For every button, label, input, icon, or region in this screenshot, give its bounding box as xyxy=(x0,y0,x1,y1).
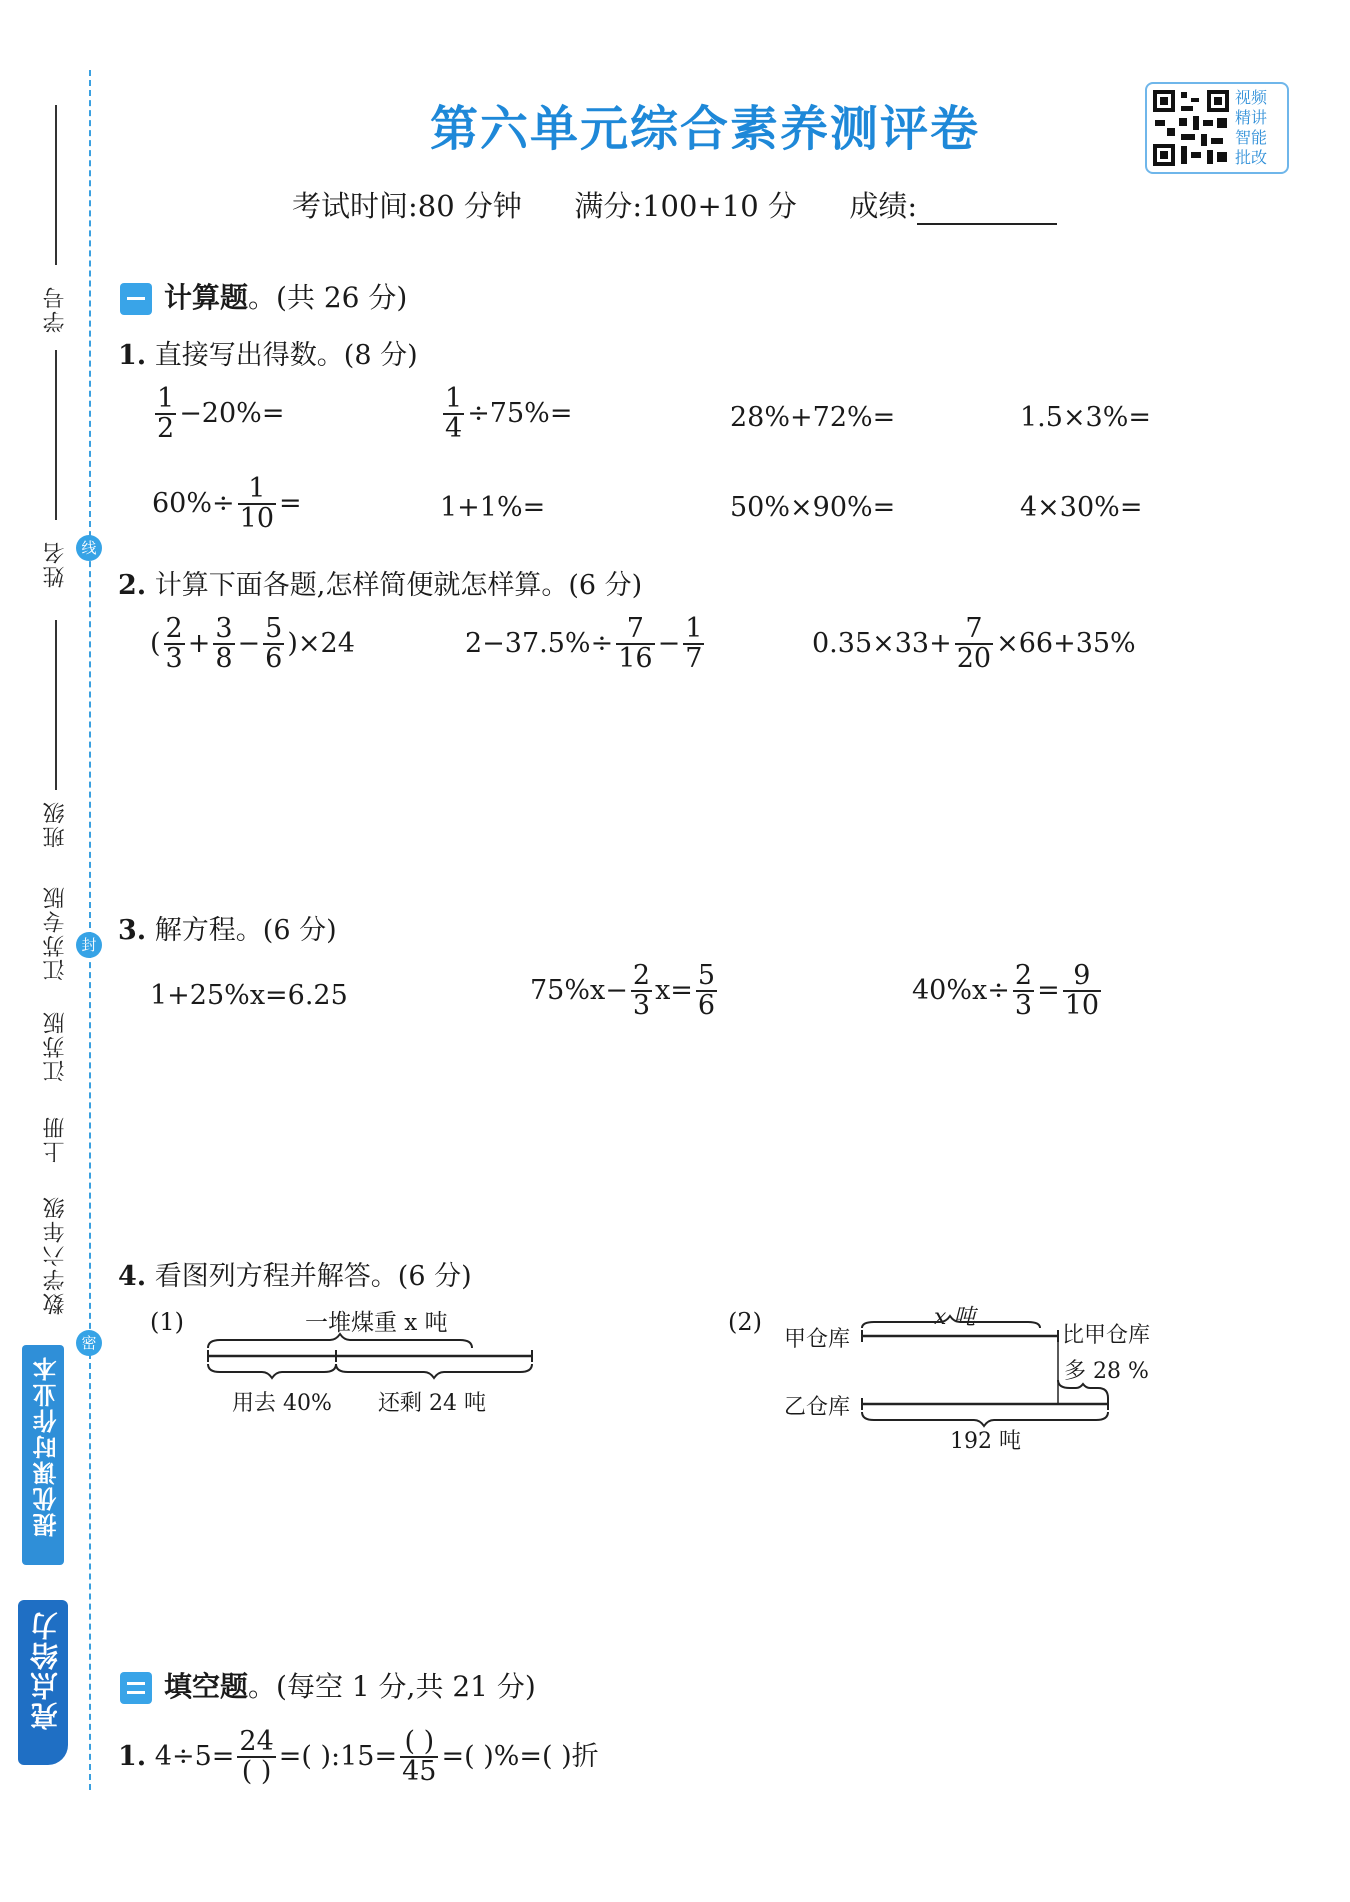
figure-2-x-label: x 吨 xyxy=(934,1305,976,1330)
numerator: 2 xyxy=(165,613,183,644)
q1-2-expr-3 xyxy=(812,615,1136,674)
section2-note: 。(每空 1 分,共 21 分) xyxy=(248,1670,536,1703)
q1-1-item-a xyxy=(152,385,284,444)
class-label: 班级 xyxy=(43,800,68,848)
ratio-blank[interactable]: =( ):15= xyxy=(278,1740,398,1772)
expr-text: 4÷5= xyxy=(154,1740,235,1772)
expr-text: = xyxy=(1037,974,1060,1006)
q1-1-number: 1. xyxy=(118,340,147,371)
numerator: 7 xyxy=(616,615,654,645)
denominator: 10 xyxy=(1064,990,1100,1022)
figure-2-a-label: 甲仓库 xyxy=(784,1327,851,1352)
denominator-blank[interactable]: ( ) xyxy=(241,1756,272,1788)
expr-text: )×24 xyxy=(287,627,355,659)
q1-3-eq-2 xyxy=(530,962,720,1021)
figure-1-used-label: 用去 40% xyxy=(232,1391,332,1416)
section1-badge xyxy=(120,283,152,315)
expr-text: ×66+35% xyxy=(996,627,1136,659)
fraction xyxy=(696,962,717,1021)
fraction xyxy=(155,385,176,444)
q1-2-text: 计算下面各题,怎样简便就怎样算。(6 分) xyxy=(154,570,643,601)
fraction xyxy=(443,385,464,444)
qr-label-grading: 批改 xyxy=(1235,148,1268,167)
fraction xyxy=(1013,962,1034,1021)
fraction xyxy=(237,1728,275,1787)
denominator: 7 xyxy=(685,643,703,675)
q1-4-text: 看图列方程并解答。(6 分) xyxy=(154,1261,472,1292)
q1-2-expr-2 xyxy=(465,615,707,674)
q1-1-item-h: 4×30%= xyxy=(1020,492,1143,523)
denominator: 10 xyxy=(239,503,274,535)
fraction xyxy=(263,615,284,674)
figure-1 xyxy=(150,1300,550,1420)
section2-heading xyxy=(120,1665,536,1705)
section2-title: 填空题 xyxy=(164,1670,249,1703)
figure-1-top-label: 一堆煤重 x 吨 xyxy=(305,1310,448,1336)
q1-3-prompt xyxy=(118,908,337,947)
name-label: 姓名 xyxy=(43,540,68,588)
edition-label-2: 江苏版 xyxy=(43,1010,68,1082)
denominator: 20 xyxy=(956,643,992,675)
qr-label-video: 视频 xyxy=(1235,88,1268,107)
numerator: 1 xyxy=(445,383,463,414)
edition-label-1: 江苏专版 xyxy=(43,885,68,981)
q1-2-number: 2. xyxy=(118,570,147,601)
percent-discount-blanks[interactable]: =( )%=( )折 xyxy=(441,1740,599,1772)
expr-text: x= xyxy=(655,974,693,1006)
numerator: 5 xyxy=(697,960,716,991)
exam-full-score: 满分:100+10 分 xyxy=(574,189,797,223)
expr-text: − xyxy=(237,627,261,659)
numerator: 1 xyxy=(157,383,175,414)
qr-box[interactable] xyxy=(1145,82,1289,174)
numerator: 9 xyxy=(1063,962,1101,992)
q1-1-prompt xyxy=(118,333,418,372)
numerator: 2 xyxy=(1014,960,1033,991)
qr-labels xyxy=(1235,88,1283,168)
q1-3-eq-1: 1+25%x=6.25 xyxy=(150,980,348,1011)
denominator: 3 xyxy=(632,990,651,1022)
figure-1-label: (1) xyxy=(150,1308,184,1336)
numerator-blank[interactable]: ( ) xyxy=(400,1728,438,1758)
numerator: 1 xyxy=(238,475,276,505)
exam-info xyxy=(292,184,1057,225)
section1-heading xyxy=(120,276,407,316)
expr-text: + xyxy=(187,627,211,659)
q1-1-text: 直接写出得数。(8 分) xyxy=(154,340,418,371)
q1-3-text: 解方程。(6 分) xyxy=(154,915,337,946)
denominator: 2 xyxy=(157,413,175,445)
q1-2-expr-1 xyxy=(150,615,355,674)
section1-note: 。(共 26 分) xyxy=(248,281,408,314)
figure-1-remain-label: 还剩 24 吨 xyxy=(378,1391,486,1416)
figure-2-b-label: 乙仓库 xyxy=(784,1395,851,1420)
seal-feng: 封 xyxy=(76,932,102,958)
series-band xyxy=(22,1345,64,1565)
fraction xyxy=(955,615,993,674)
fraction xyxy=(1063,962,1101,1021)
fraction xyxy=(213,615,234,674)
denominator: 3 xyxy=(165,643,183,675)
name-line[interactable] xyxy=(55,350,57,520)
numerator: 1 xyxy=(685,613,703,644)
denominator: 4 xyxy=(445,413,463,445)
exam-grade-label: 成绩: xyxy=(849,189,918,223)
subject-label: 数学六年级 xyxy=(43,1195,68,1315)
fraction xyxy=(400,1728,438,1787)
qr-label-smart: 智能 xyxy=(1235,128,1268,147)
brand-logo xyxy=(18,1600,68,1765)
class-line[interactable] xyxy=(55,620,57,790)
expr-text: = xyxy=(279,487,302,519)
figure-2-label: (2) xyxy=(728,1308,762,1336)
numerator: 5 xyxy=(265,613,283,644)
numerator: 7 xyxy=(955,615,993,645)
q1-4-prompt xyxy=(118,1254,472,1293)
q1-2-prompt xyxy=(118,563,642,602)
fraction xyxy=(683,615,704,674)
expr-text: 0.35×33+ xyxy=(812,627,952,659)
expr-text: ÷75%= xyxy=(467,397,573,429)
q2-1 xyxy=(118,1728,599,1787)
section2-badge xyxy=(120,1672,152,1704)
figure-2-compare-1: 比甲仓库 xyxy=(1062,1323,1151,1348)
denominator: 8 xyxy=(215,643,233,675)
expr-text: 2−37.5%÷ xyxy=(465,627,614,659)
seal-mi: 密 xyxy=(76,1330,102,1356)
q1-3-eq-3 xyxy=(912,962,1104,1021)
qr-code-icon xyxy=(1151,88,1231,168)
q1-1-item-e xyxy=(152,475,302,534)
numerator: 2 xyxy=(632,960,651,991)
numerator: 3 xyxy=(215,613,233,644)
fraction xyxy=(631,962,652,1021)
expr-text: 60%÷ xyxy=(152,487,235,519)
expr-text: −20%= xyxy=(179,397,285,429)
q1-1-item-b xyxy=(440,385,572,444)
q1-1-item-f: 1+1%= xyxy=(440,492,546,523)
expr-text: 75%x− xyxy=(530,974,628,1006)
expr-text: 40%x÷ xyxy=(912,974,1010,1006)
fraction xyxy=(238,475,276,534)
figure-1-segment xyxy=(150,1330,550,1385)
expr-text: ( xyxy=(150,627,161,659)
binding-dashed-line xyxy=(89,70,91,1790)
fraction xyxy=(164,615,185,674)
denominator: 45 xyxy=(402,1756,437,1788)
fraction xyxy=(616,615,654,674)
exam-time: 考试时间:80 分钟 xyxy=(292,189,522,223)
page-title: 第六单元综合素养测评卷 xyxy=(429,101,980,157)
q2-1-number: 1. xyxy=(118,1740,147,1772)
figure-2 xyxy=(728,1298,1188,1458)
figure-2-compare-2: 多 28 % xyxy=(1064,1359,1149,1384)
figure-2-total-label: 192 吨 xyxy=(950,1429,1021,1454)
q1-1-item-c: 28%+72%= xyxy=(730,402,896,433)
expr-text: − xyxy=(657,627,681,659)
volume-label: 上册 xyxy=(43,1115,68,1163)
denominator: 6 xyxy=(265,643,283,675)
q1-4-number: 4. xyxy=(118,1261,147,1292)
seal-xian: 线 xyxy=(76,535,102,561)
q1-1-item-d: 1.5×3%= xyxy=(1020,402,1152,433)
q1-3-number: 3. xyxy=(118,915,147,946)
numerator: 24 xyxy=(239,1726,274,1757)
section1-title: 计算题 xyxy=(164,281,249,314)
student-no-label: 学号 xyxy=(43,285,68,333)
denominator: 6 xyxy=(697,990,716,1022)
brand-text: 亮点给力 xyxy=(29,1610,62,1730)
denominator: 3 xyxy=(1014,990,1033,1022)
denominator: 16 xyxy=(618,643,653,675)
qr-label-lecture: 精讲 xyxy=(1235,108,1268,127)
grade-blank[interactable] xyxy=(917,199,1057,225)
series-label: 提优课时作业本 xyxy=(33,1355,61,1537)
q1-1-item-g: 50%×90%= xyxy=(730,492,896,523)
